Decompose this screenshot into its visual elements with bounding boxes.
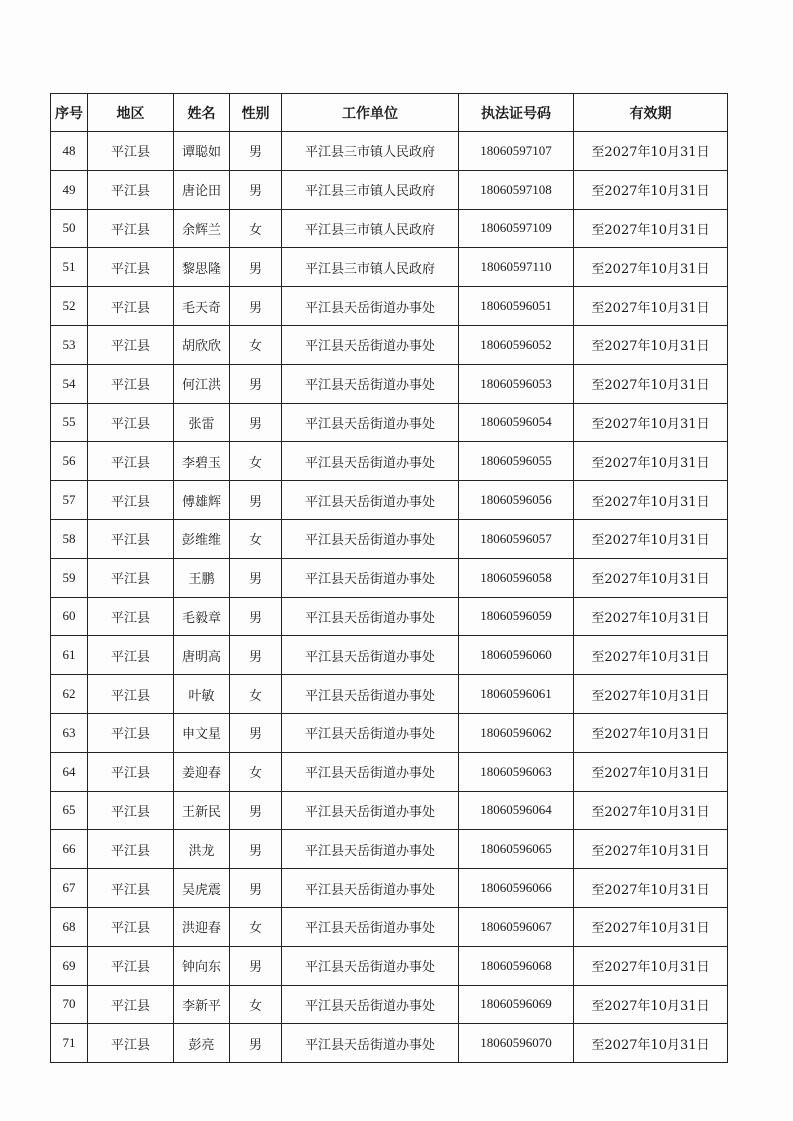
cell-name: 傅雄辉	[174, 481, 230, 520]
cell-region: 平江县	[88, 287, 174, 326]
cell-name: 吴虎震	[174, 869, 230, 908]
cell-validity: 至2027年10月31日	[574, 713, 728, 752]
cell-index: 57	[51, 481, 88, 520]
table-header	[51, 94, 728, 132]
cell-license-number: 18060596058	[459, 558, 574, 597]
cell-workplace: 平江县三市镇人民政府	[282, 170, 459, 209]
cell-validity: 至2027年10月31日	[574, 869, 728, 908]
cell-gender: 男	[230, 248, 282, 287]
cell-license-number: 18060596063	[459, 752, 574, 791]
cell-region: 平江县	[88, 170, 174, 209]
table-row	[51, 636, 728, 675]
cell-region: 平江县	[88, 325, 174, 364]
cell-validity: 至2027年10月31日	[574, 132, 728, 171]
cell-license-number: 18060596056	[459, 481, 574, 520]
cell-region: 平江县	[88, 558, 174, 597]
cell-gender: 男	[230, 791, 282, 830]
cell-workplace: 平江县天岳街道办事处	[282, 791, 459, 830]
cell-index: 53	[51, 325, 88, 364]
table-row	[51, 752, 728, 791]
table-row	[51, 946, 728, 985]
header-index: 序号	[51, 94, 88, 132]
cell-region: 平江县	[88, 481, 174, 520]
cell-index: 69	[51, 946, 88, 985]
cell-validity: 至2027年10月31日	[574, 675, 728, 714]
cell-gender: 男	[230, 558, 282, 597]
cell-index: 54	[51, 364, 88, 403]
cell-gender: 男	[230, 830, 282, 869]
cell-license-number: 18060596065	[459, 830, 574, 869]
table-row	[51, 481, 728, 520]
cell-license-number: 18060596054	[459, 403, 574, 442]
cell-gender: 男	[230, 597, 282, 636]
cell-workplace: 平江县三市镇人民政府	[282, 248, 459, 287]
cell-name: 余辉兰	[174, 209, 230, 248]
cell-index: 51	[51, 248, 88, 287]
cell-index: 56	[51, 442, 88, 481]
cell-validity: 至2027年10月31日	[574, 325, 728, 364]
cell-workplace: 平江县天岳街道办事处	[282, 481, 459, 520]
table-row	[51, 985, 728, 1024]
cell-name: 谭聪如	[174, 132, 230, 171]
table-row	[51, 170, 728, 209]
cell-name: 张雷	[174, 403, 230, 442]
cell-name: 毛毅章	[174, 597, 230, 636]
cell-license-number: 18060596055	[459, 442, 574, 481]
cell-index: 49	[51, 170, 88, 209]
cell-region: 平江县	[88, 209, 174, 248]
cell-license-number: 18060596062	[459, 713, 574, 752]
cell-gender: 男	[230, 713, 282, 752]
header-region: 地区	[88, 94, 174, 132]
cell-license-number: 18060597109	[459, 209, 574, 248]
cell-index: 61	[51, 636, 88, 675]
header-row	[51, 94, 728, 132]
header-validity: 有效期	[574, 94, 728, 132]
cell-name: 姜迎春	[174, 752, 230, 791]
cell-gender: 女	[230, 907, 282, 946]
cell-gender: 女	[230, 325, 282, 364]
cell-gender: 男	[230, 869, 282, 908]
cell-region: 平江县	[88, 132, 174, 171]
cell-validity: 至2027年10月31日	[574, 248, 728, 287]
cell-name: 洪迎春	[174, 907, 230, 946]
header-name: 姓名	[174, 94, 230, 132]
cell-validity: 至2027年10月31日	[574, 170, 728, 209]
table-row	[51, 132, 728, 171]
cell-workplace: 平江县天岳街道办事处	[282, 907, 459, 946]
table-row	[51, 287, 728, 326]
cell-gender: 女	[230, 752, 282, 791]
cell-workplace: 平江县三市镇人民政府	[282, 209, 459, 248]
cell-workplace: 平江县天岳街道办事处	[282, 558, 459, 597]
cell-validity: 至2027年10月31日	[574, 636, 728, 675]
cell-name: 洪龙	[174, 830, 230, 869]
cell-region: 平江县	[88, 791, 174, 830]
cell-workplace: 平江县天岳街道办事处	[282, 442, 459, 481]
cell-region: 平江县	[88, 713, 174, 752]
cell-license-number: 18060596051	[459, 287, 574, 326]
cell-region: 平江县	[88, 985, 174, 1024]
cell-license-number: 18060596070	[459, 1024, 574, 1063]
cell-validity: 至2027年10月31日	[574, 985, 728, 1024]
cell-index: 65	[51, 791, 88, 830]
cell-region: 平江县	[88, 752, 174, 791]
cell-workplace: 平江县天岳街道办事处	[282, 287, 459, 326]
table-body	[51, 132, 728, 1063]
cell-index: 60	[51, 597, 88, 636]
cell-validity: 至2027年10月31日	[574, 364, 728, 403]
table-row	[51, 325, 728, 364]
cell-region: 平江县	[88, 442, 174, 481]
cell-workplace: 平江县天岳街道办事处	[282, 597, 459, 636]
personnel-table	[50, 93, 728, 1063]
cell-gender: 女	[230, 442, 282, 481]
table-row	[51, 364, 728, 403]
cell-name: 唐明高	[174, 636, 230, 675]
cell-region: 平江县	[88, 675, 174, 714]
cell-workplace: 平江县天岳街道办事处	[282, 869, 459, 908]
cell-gender: 女	[230, 985, 282, 1024]
cell-validity: 至2027年10月31日	[574, 481, 728, 520]
cell-index: 55	[51, 403, 88, 442]
cell-workplace: 平江县天岳街道办事处	[282, 985, 459, 1024]
table-row	[51, 869, 728, 908]
cell-region: 平江县	[88, 946, 174, 985]
table-row	[51, 558, 728, 597]
cell-license-number: 18060596061	[459, 675, 574, 714]
cell-region: 平江县	[88, 869, 174, 908]
cell-name: 唐论田	[174, 170, 230, 209]
cell-index: 59	[51, 558, 88, 597]
cell-index: 58	[51, 519, 88, 558]
cell-workplace: 平江县天岳街道办事处	[282, 752, 459, 791]
cell-validity: 至2027年10月31日	[574, 830, 728, 869]
cell-region: 平江县	[88, 519, 174, 558]
cell-index: 66	[51, 830, 88, 869]
cell-name: 胡欣欣	[174, 325, 230, 364]
cell-license-number: 18060597110	[459, 248, 574, 287]
table-row	[51, 209, 728, 248]
cell-name: 何江洪	[174, 364, 230, 403]
table-row	[51, 1024, 728, 1063]
cell-workplace: 平江县天岳街道办事处	[282, 830, 459, 869]
cell-gender: 男	[230, 481, 282, 520]
cell-license-number: 18060596057	[459, 519, 574, 558]
header-gender: 性别	[230, 94, 282, 132]
header-workplace: 工作单位	[282, 94, 459, 132]
cell-validity: 至2027年10月31日	[574, 519, 728, 558]
cell-license-number: 18060596064	[459, 791, 574, 830]
cell-license-number: 18060596069	[459, 985, 574, 1024]
cell-gender: 女	[230, 209, 282, 248]
cell-region: 平江县	[88, 830, 174, 869]
cell-name: 钟向东	[174, 946, 230, 985]
cell-validity: 至2027年10月31日	[574, 946, 728, 985]
table-row	[51, 907, 728, 946]
cell-validity: 至2027年10月31日	[574, 791, 728, 830]
cell-license-number: 18060596052	[459, 325, 574, 364]
cell-index: 48	[51, 132, 88, 171]
table-row	[51, 830, 728, 869]
cell-region: 平江县	[88, 248, 174, 287]
cell-region: 平江县	[88, 636, 174, 675]
cell-name: 王新民	[174, 791, 230, 830]
cell-gender: 女	[230, 675, 282, 714]
table-row	[51, 519, 728, 558]
cell-license-number: 18060596059	[459, 597, 574, 636]
cell-validity: 至2027年10月31日	[574, 1024, 728, 1063]
table-row	[51, 597, 728, 636]
table-row	[51, 675, 728, 714]
cell-workplace: 平江县天岳街道办事处	[282, 325, 459, 364]
cell-name: 李新平	[174, 985, 230, 1024]
cell-region: 平江县	[88, 403, 174, 442]
cell-gender: 女	[230, 519, 282, 558]
cell-workplace: 平江县天岳街道办事处	[282, 403, 459, 442]
cell-workplace: 平江县三市镇人民政府	[282, 132, 459, 171]
cell-region: 平江县	[88, 1024, 174, 1063]
cell-workplace: 平江县天岳街道办事处	[282, 1024, 459, 1063]
cell-name: 黎思隆	[174, 248, 230, 287]
cell-index: 68	[51, 907, 88, 946]
cell-region: 平江县	[88, 597, 174, 636]
cell-index: 62	[51, 675, 88, 714]
cell-license-number: 18060596053	[459, 364, 574, 403]
cell-gender: 男	[230, 287, 282, 326]
cell-workplace: 平江县天岳街道办事处	[282, 636, 459, 675]
cell-workplace: 平江县天岳街道办事处	[282, 946, 459, 985]
cell-index: 71	[51, 1024, 88, 1063]
cell-index: 64	[51, 752, 88, 791]
cell-index: 67	[51, 869, 88, 908]
cell-gender: 男	[230, 403, 282, 442]
table-row	[51, 442, 728, 481]
cell-gender: 男	[230, 946, 282, 985]
cell-index: 52	[51, 287, 88, 326]
cell-workplace: 平江县天岳街道办事处	[282, 519, 459, 558]
table-row	[51, 248, 728, 287]
cell-validity: 至2027年10月31日	[574, 558, 728, 597]
cell-name: 毛天奇	[174, 287, 230, 326]
cell-license-number: 18060596068	[459, 946, 574, 985]
cell-name: 叶敏	[174, 675, 230, 714]
cell-validity: 至2027年10月31日	[574, 907, 728, 946]
cell-gender: 男	[230, 170, 282, 209]
cell-gender: 男	[230, 364, 282, 403]
cell-index: 50	[51, 209, 88, 248]
cell-validity: 至2027年10月31日	[574, 403, 728, 442]
cell-workplace: 平江县天岳街道办事处	[282, 713, 459, 752]
cell-region: 平江县	[88, 907, 174, 946]
cell-name: 彭维维	[174, 519, 230, 558]
cell-validity: 至2027年10月31日	[574, 442, 728, 481]
cell-license-number: 18060597107	[459, 132, 574, 171]
cell-region: 平江县	[88, 364, 174, 403]
header-license-number: 执法证号码	[459, 94, 574, 132]
cell-license-number: 18060597108	[459, 170, 574, 209]
cell-validity: 至2027年10月31日	[574, 597, 728, 636]
cell-validity: 至2027年10月31日	[574, 209, 728, 248]
table-row	[51, 403, 728, 442]
cell-name: 王鹏	[174, 558, 230, 597]
cell-license-number: 18060596066	[459, 869, 574, 908]
cell-validity: 至2027年10月31日	[574, 752, 728, 791]
cell-gender: 男	[230, 636, 282, 675]
cell-license-number: 18060596060	[459, 636, 574, 675]
cell-gender: 男	[230, 132, 282, 171]
table-row	[51, 713, 728, 752]
cell-workplace: 平江县天岳街道办事处	[282, 675, 459, 714]
cell-index: 63	[51, 713, 88, 752]
cell-license-number: 18060596067	[459, 907, 574, 946]
cell-name: 彭亮	[174, 1024, 230, 1063]
cell-name: 申文星	[174, 713, 230, 752]
cell-gender: 男	[230, 1024, 282, 1063]
cell-name: 李碧玉	[174, 442, 230, 481]
cell-validity: 至2027年10月31日	[574, 287, 728, 326]
cell-workplace: 平江县天岳街道办事处	[282, 364, 459, 403]
cell-index: 70	[51, 985, 88, 1024]
table-row	[51, 791, 728, 830]
